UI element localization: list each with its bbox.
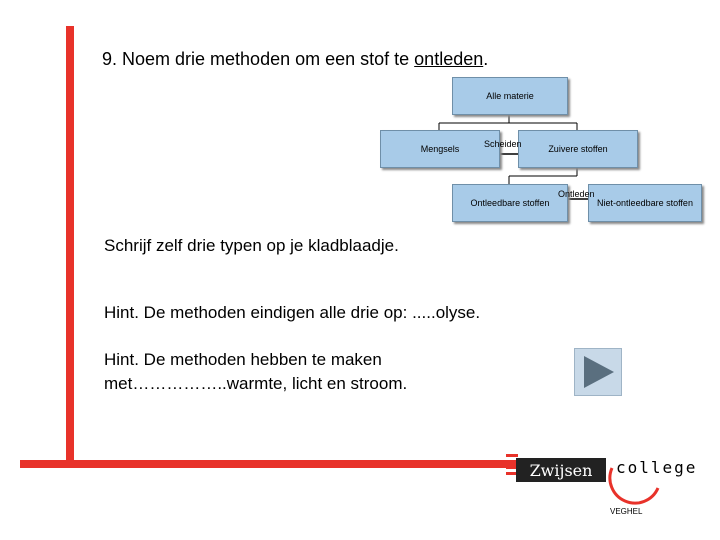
logo-arc [598,450,678,530]
logo-word-college: college [616,458,698,477]
title-underlined-word: ontleden [414,49,484,69]
zwijsen-college-logo [498,450,708,530]
node-niet-ontleedbare-stoffen: Niet-ontleedbare stoffen [588,184,702,222]
node-alle-materie: Alle materie [452,77,568,115]
play-triangle-icon [580,354,616,390]
logo-subtext: VEGHEL [610,507,643,516]
node-mengsels: Mengsels [380,130,500,168]
hint-1: Hint. De methoden eindigen alle drie op: .....olyse. [104,303,481,322]
hint-2-line-2: met……………..warmte, licht en stroom. [104,374,408,393]
node-zuivere-stoffen: Zuivere stoffen [518,130,638,168]
label-ontleden: Ontleden [558,189,595,199]
node-ontleedbare-stoffen: Ontleedbare stoffen [452,184,568,222]
instruction-text: Schrijf zelf drie typen op je kladblaadje. [104,236,399,255]
hint-2-line-1: Hint. De methoden hebben te maken [104,350,382,369]
title-suffix: . [483,49,489,69]
next-slide-button[interactable] [574,348,622,396]
logo-word-zwijsen: Zwijsen [516,458,606,482]
title-prefix: 9. Noem drie methoden om een stof te [102,49,415,69]
label-scheiden: Scheiden [484,139,522,149]
